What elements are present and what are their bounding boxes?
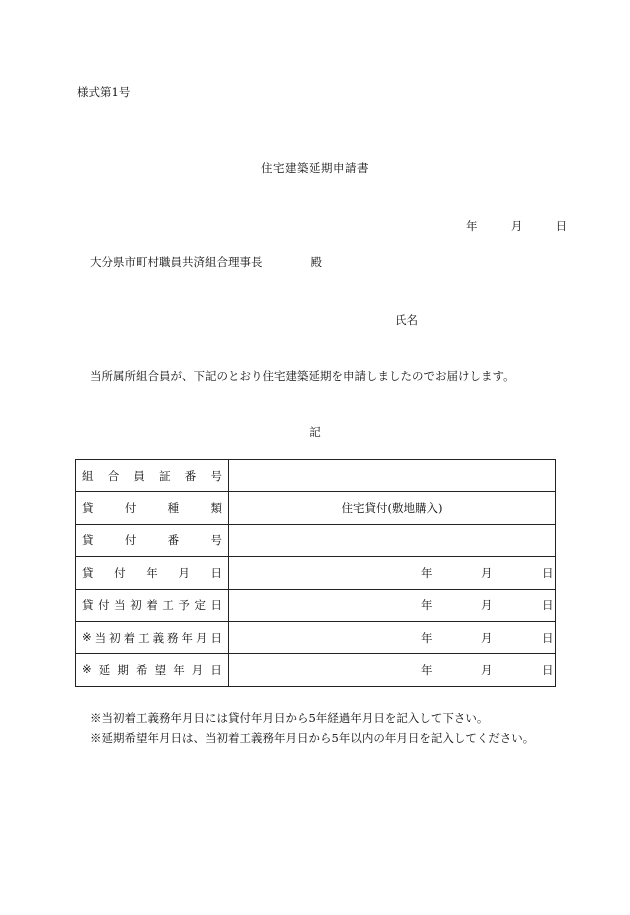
label-char: 付	[98, 598, 110, 613]
month-label: 月	[481, 663, 493, 678]
label-char: 当	[114, 598, 126, 613]
table-row	[76, 492, 556, 524]
label-char: 着	[123, 630, 136, 645]
label-char: 組	[82, 468, 94, 483]
year-label: 年	[421, 598, 433, 613]
table-row	[76, 460, 556, 492]
label-char: 号	[210, 533, 222, 548]
addressee-honorific: 殿	[310, 255, 322, 269]
label-char: 貸	[82, 533, 94, 548]
row-value[interactable]	[229, 621, 556, 653]
year-label: 年	[421, 630, 433, 645]
label-char: 日	[210, 630, 222, 645]
label-char: 当	[94, 630, 107, 645]
label-char: 希	[135, 663, 148, 678]
row-label	[76, 492, 229, 524]
day-label: 日	[542, 630, 554, 645]
label-char: 日	[210, 598, 222, 613]
label-char: 月	[178, 565, 190, 580]
year-label: 年	[421, 663, 433, 678]
note-2: ※延期希望年月日は、当初着工義務年月日から5年以内の年月日を記入してください。	[90, 731, 535, 745]
ki-heading: 記	[309, 425, 321, 439]
label-char: 定	[194, 598, 206, 613]
label-char: 合	[107, 468, 120, 483]
month-label: 月	[481, 630, 493, 645]
label-char: 年	[181, 630, 194, 645]
label-char: 付	[124, 501, 137, 516]
row-value[interactable]	[229, 524, 556, 556]
applicant-name-label: 氏名	[395, 313, 418, 327]
label-char: ※	[82, 662, 92, 677]
note-1: ※当初着工義務年月日には貸付年月日から5年経過年月日を記入して下さい。	[90, 711, 489, 725]
label-char: 番	[167, 533, 180, 548]
form-number: 様式第1号	[77, 85, 131, 99]
row-value[interactable]	[229, 654, 556, 686]
addressee-name: 大分県市町村職員共済組合理事長	[90, 255, 263, 269]
label-char: 員	[133, 468, 145, 483]
year-label: 年	[421, 565, 433, 580]
label-char: 貸	[82, 598, 94, 613]
label-char: 期	[117, 663, 129, 678]
label-char: 付	[124, 533, 137, 548]
label-char: 番	[184, 468, 197, 483]
row-value[interactable]	[229, 557, 556, 589]
label-char: 類	[210, 501, 222, 516]
label-char: 号	[210, 468, 222, 483]
table-row	[76, 654, 556, 686]
day-label: 日	[542, 565, 554, 580]
label-char: 付	[114, 565, 126, 580]
row-label	[76, 557, 229, 589]
label-char: 月	[196, 630, 208, 645]
label-char: 初	[130, 598, 142, 613]
label-char: 初	[109, 630, 121, 645]
row-value[interactable]	[229, 589, 556, 621]
label-char: 日	[210, 663, 222, 678]
label-char: 工	[162, 598, 174, 613]
label-char: 貸	[82, 501, 94, 516]
addressee	[90, 254, 322, 270]
day-label: 日	[542, 663, 554, 678]
label-char: 月	[191, 663, 204, 678]
date-day-label: 日	[555, 219, 568, 233]
day-label: 日	[542, 598, 554, 613]
row-label	[76, 524, 229, 556]
label-char: 望	[154, 663, 167, 678]
label-char: 工	[138, 630, 150, 645]
row-label	[76, 654, 229, 686]
label-char: 日	[210, 565, 222, 580]
month-label: 月	[481, 598, 493, 613]
table-row	[76, 557, 556, 589]
row-label	[76, 460, 229, 492]
label-char: 貸	[82, 565, 94, 580]
month-label: 月	[481, 565, 493, 580]
label-char: 種	[167, 501, 180, 516]
table-row	[76, 621, 556, 653]
label-char: 務	[167, 630, 179, 645]
label-char: 義	[152, 630, 165, 645]
label-char: 予	[178, 598, 190, 613]
label-char: ※	[82, 629, 92, 644]
submission-date	[466, 218, 567, 234]
row-label	[76, 621, 229, 653]
row-label	[76, 589, 229, 621]
date-year-label: 年	[466, 219, 478, 233]
statement-text: 当所属所組合員が、下記のとおり住宅建築延期を申請しましたのでお届けします。	[90, 369, 515, 383]
table-row	[76, 589, 556, 621]
date-month-label: 月	[510, 219, 523, 233]
row-value[interactable]: 住宅貸付(敷地購入)	[229, 492, 556, 524]
label-char: 証	[159, 468, 171, 483]
label-char: 着	[146, 598, 158, 613]
row-value[interactable]	[229, 460, 556, 492]
detail-table	[75, 459, 556, 687]
label-char: 年	[146, 565, 158, 580]
label-char: 延	[98, 663, 111, 678]
document-title: 住宅建築延期申請書	[261, 161, 369, 175]
table-row	[76, 524, 556, 556]
label-char: 年	[173, 663, 185, 678]
